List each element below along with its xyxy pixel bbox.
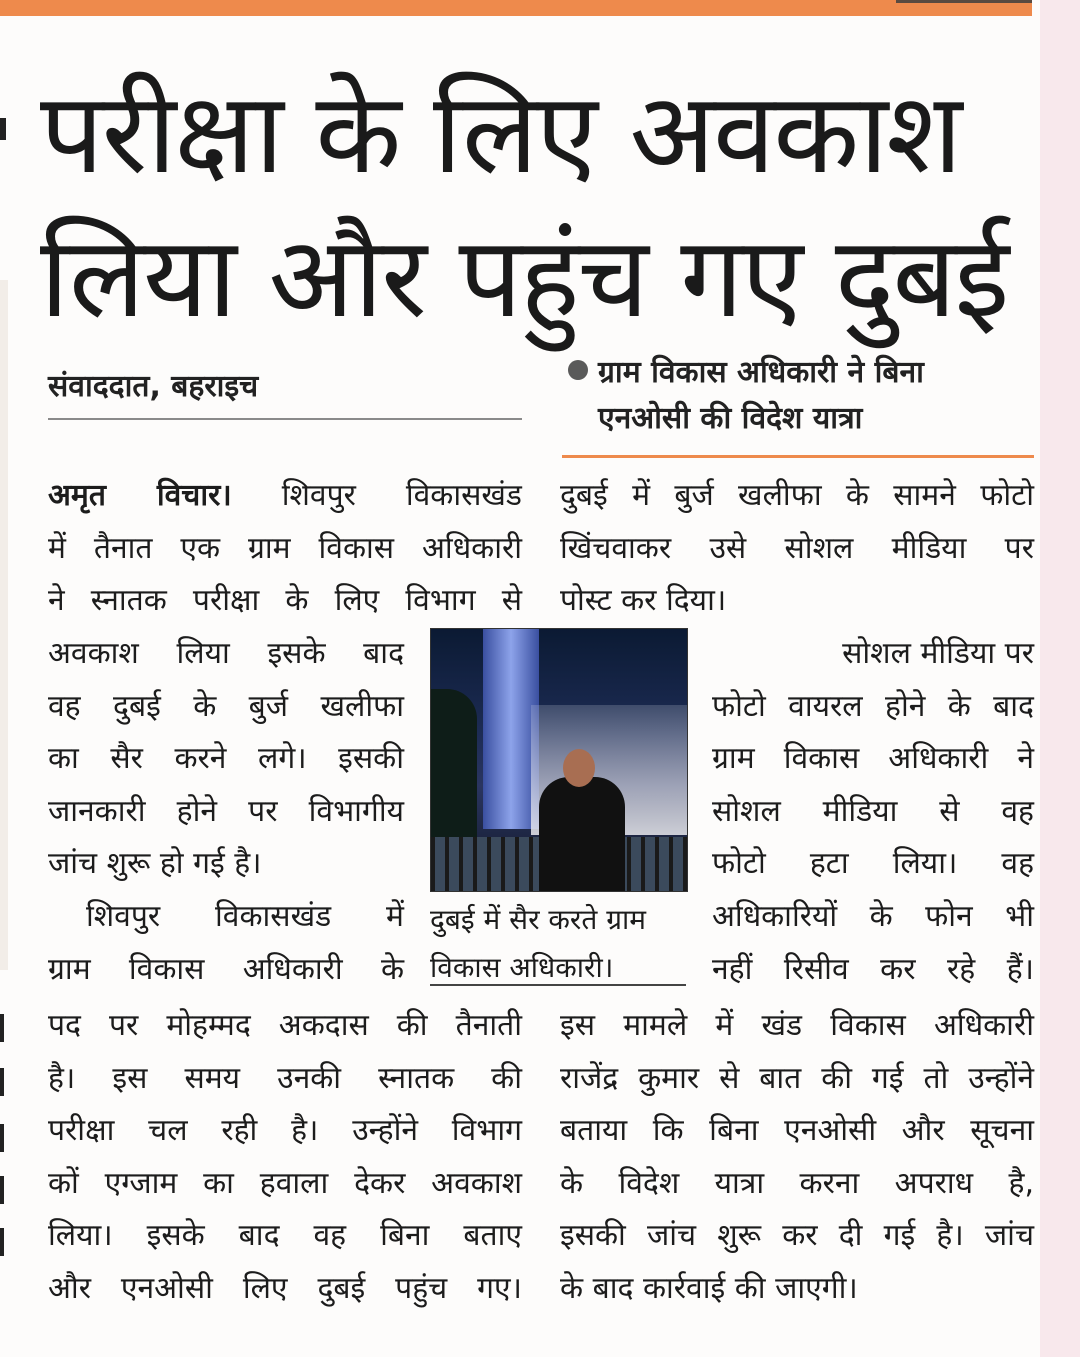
text-line: पोस्ट कर दिया। (560, 583, 727, 619)
byline: संवाददात, बहराइच (48, 369, 259, 404)
subhead-line-2: एनओसी की विदेश यात्रा (598, 401, 863, 436)
subhead-line-1: ग्राम विकास अधिकारी ने बिना (598, 355, 924, 390)
text-line: ग्राम विकास अधिकारी ने (712, 741, 1034, 777)
person-shape (539, 777, 625, 891)
caption-rule (430, 984, 686, 986)
column-1-mid (48, 628, 404, 996)
text-line: बताया कि बिना एनओसी और सूचना (560, 1113, 1034, 1149)
text-line: पद पर मोहम्मद अकदास की तैनाती (48, 1008, 522, 1043)
left-edge-mark (0, 1068, 4, 1096)
column-1-bottom (48, 1000, 522, 1316)
bullet-icon (568, 360, 588, 380)
subheadline (568, 350, 1038, 442)
text-line: फोटो वायरल होने के बाद (712, 688, 1034, 724)
text-line: इसकी जांच शुरू कर दी गई है। जांच (560, 1218, 1034, 1254)
text-line: है। इस समय उनकी स्नातक की (48, 1060, 522, 1096)
text-line: सोशल मीडिया पर (842, 636, 1034, 671)
text-line: का सैर करने लगे। इसकी (48, 741, 404, 777)
text-line: खिंचवाकर उसे सोशल मीडिया पर (560, 530, 1034, 566)
column-2-top (560, 470, 1034, 628)
text-line: लिया। इसके बाद वह बिना बताए (48, 1218, 522, 1254)
text-fragment: शिवपुर विकासखंड (281, 478, 522, 513)
text-line: में तैनात एक ग्राम विकास अधिकारी (48, 530, 522, 566)
text-line: ने स्नातक परीक्षा के लिए विभाग से (48, 583, 522, 619)
left-margin-shade (0, 280, 8, 970)
caption-line-2: विकास अधिकारी। (430, 951, 614, 984)
headline (40, 62, 1030, 350)
text-line: अधिकारियों के फोन भी (712, 898, 1034, 934)
page-edge-strip (1040, 0, 1080, 1357)
column-1-top (48, 470, 522, 628)
text-line: परीक्षा चल रही है। उन्होंने विभाग (48, 1113, 522, 1149)
column-2-mid (712, 628, 1034, 996)
text-line: इस मामले में खंड विकास अधिकारी (560, 1008, 1034, 1043)
text-line: जानकारी होने पर विभागीय (48, 793, 404, 829)
headline-line-1: परीक्षा के लिए अवकाश (40, 69, 961, 199)
caption-line-1: दुबई में सैर करते ग्राम (430, 903, 647, 936)
top-bar-rule (896, 0, 1032, 3)
text-line: फोटो हटा लिया। वह (712, 846, 1034, 882)
left-edge-mark (0, 118, 6, 140)
text-line: नहीं रिसीव कर रहे हैं। (712, 951, 1034, 987)
left-edge-mark (0, 1014, 4, 1042)
top-accent-bar (0, 0, 1032, 16)
text-line: वह दुबई के बुर्ज खलीफा (48, 688, 404, 724)
text-line: राजेंद्र कुमार से बात की गई तो उन्होंने (560, 1060, 1034, 1096)
text-line: शिवपुर विकासखंड में (86, 898, 404, 934)
column-2-bottom (560, 1000, 1034, 1316)
text-line: के विदेश यात्रा करना अपराध है, (560, 1165, 1034, 1201)
person-head-shape (563, 749, 595, 787)
text-line: सोशल मीडिया से वह (712, 793, 1034, 829)
text-line: और एनओसी लिए दुबई पहुंच गए। (48, 1270, 522, 1306)
news-photo (430, 628, 688, 892)
text-line: जांच शुरू हो गई है। (48, 846, 262, 882)
text-line: कों एग्जाम का हवाला देकर अवकाश (48, 1165, 522, 1201)
text-line: दुबई में बुर्ज खलीफा के सामने फोटो (560, 478, 1034, 513)
left-edge-mark (0, 1228, 4, 1256)
subhead-rule (562, 455, 1034, 458)
text-line (48, 470, 522, 523)
source-label: अमृत विचार। (48, 478, 232, 513)
headline-line-2: लिया और पहुंच गए दुबई (40, 213, 1008, 343)
byline-rule (48, 418, 522, 420)
text-line: के बाद कार्रवाई की जाएगी। (560, 1270, 858, 1306)
left-edge-mark (0, 1124, 4, 1152)
left-edge-mark (0, 1176, 4, 1204)
text-line: ग्राम विकास अधिकारी के (48, 951, 404, 987)
photo-caption (430, 896, 686, 992)
text-line: अवकाश लिया इसके बाद (48, 636, 404, 671)
